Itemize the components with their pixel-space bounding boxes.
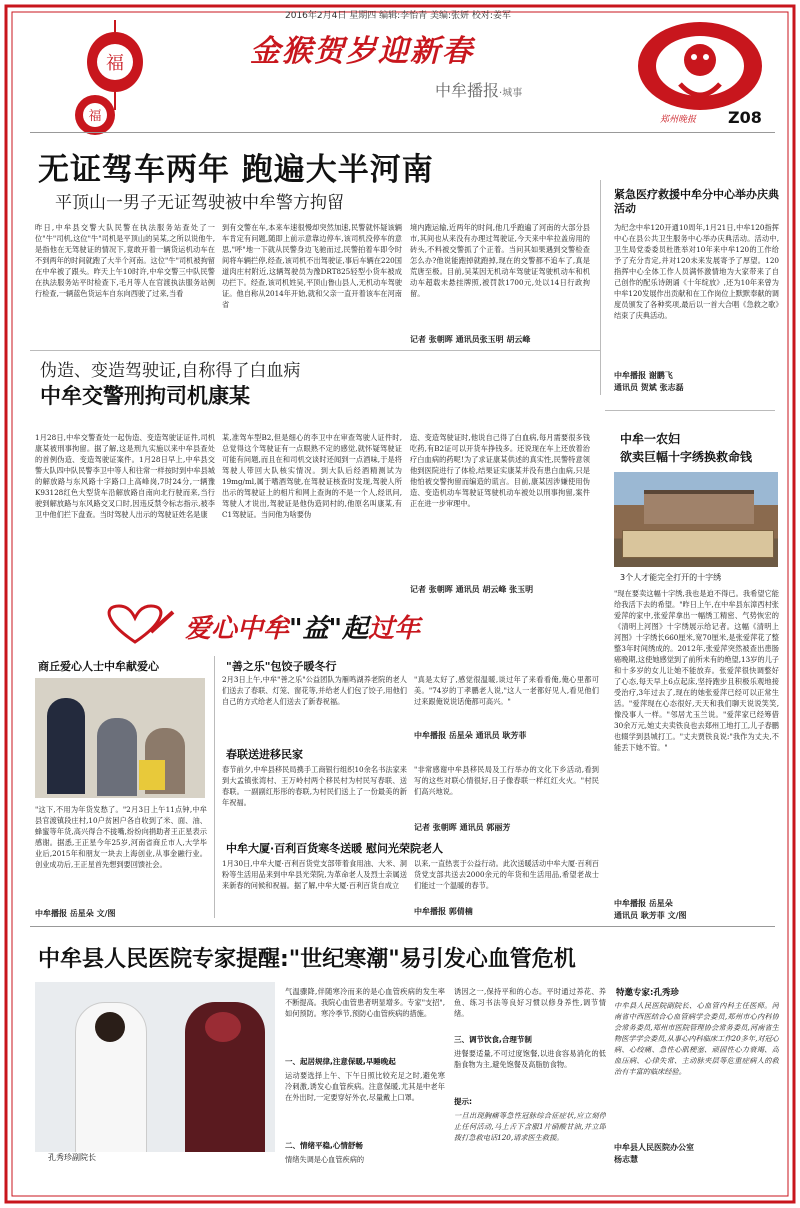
- story7-intro: 气温骤降,伴随寒冷而来的是心血管疾病的发生率不断提高。我院心血管患者明显增多。专家"支招",如何预防。寒冷季节,预防心血管疾病的措施。: [285, 987, 445, 1018]
- story3-body: "这下,不用为年货发愁了。"2月3日上午11点钟,中牟县官渡镇段庄村,10户贫困户各自收到了米、面、油、蜂蜜等年货,高兴得合不拢嘴,纷纷向捐助者王正星表示感谢。据悉,王正星今年25岁,河南省商丘市人,大学毕业后,2015年和朋友一块去上海创业,从事金融行业。创业成功后,王正星首先想到要回馈社会。: [35, 805, 207, 869]
- lead-column-3: 境内跑运输,近两年的时间,他几乎跑遍了河南的大部分县市,其间也从来没有办理过驾驶证,今天来中牟拉盖房用的砖头,不料被交警抓了个正着。当问其如果遇到交警检查怎么办?他说能跑掉就跑掉,现在的交警都不追车了,真是荒唐至极。目前,吴某因无机动车驾驶证驾驶机动车和机动车超载未悬挂牌照,被罚款1700元,处以14日行政拘留。: [410, 223, 590, 298]
- heart-brush-icon: [95, 602, 175, 648]
- svg-text:福: 福: [106, 53, 124, 74]
- doctor-caption: 孔秀珍副院长: [48, 1153, 96, 1162]
- lantern-icon: [60, 20, 170, 140]
- side2-headline-line2: 欲卖巨幅十字绣换救命钱: [620, 450, 753, 464]
- story7-byline-1: 中牟县人民医院办公室: [614, 1143, 694, 1152]
- lead-headline: 无证驾车两年 跑遍大半河南: [38, 152, 434, 188]
- side1-byline-2: 通讯员 贺斌 张志磊: [614, 383, 684, 392]
- story5-byline: 记者 张朝晖 通讯员 郭丽芳: [414, 823, 511, 832]
- section-name: [435, 78, 522, 101]
- story6-byline: 中牟播报 郭倩楠: [414, 907, 473, 916]
- story2-kicker: 伪造、变造驾驶证,自称得了白血病: [40, 361, 301, 381]
- side2-byline-2: 通讯员 耿芳菲 文/图: [614, 911, 687, 920]
- side2-byline-1: 中牟播报 岳星朵: [614, 899, 673, 908]
- story7-point-2-text: 情绪失调是心血管疾病的: [285, 1155, 365, 1164]
- story4-column-2: "真是太好了,感觉很温暖,谈过年了来看看俺,俺心里都可美。"74岁的丁孝鹏老人说,"这人一老都好见人,看见他们过来跟俺说说话俺都可高兴。": [414, 675, 599, 706]
- story3-byline: 中牟播报 岳星朵 文/图: [35, 909, 116, 918]
- side2-body: "现在要卖这幅十字绣,我也是迫不得已。我希望它能给我活下去的希望。"昨日上午,在中牟县东漳西村张爱萍的家中,张爱萍拿出一幅绣工精密、气势恢宏的《清明上河图》十字绣展示给记者。这幅《清明上河图》十字绣长660厘米,宽70厘米,是张爱萍花了整整3年时间绣成的。2012年,张爱萍突然被查出患肠癌晚期,这使她感觉到了前所未有的绝望,13岁的儿子和十多岁的女儿让她不能放弃。张爱萍很快调整好了心态,每天早上6点起床,坚持跑步且积极乐观地接受治疗,3年过去了,现在的她张爱萍已经可以正常生活。"爱萍现在心态很好,天天和我们聊天说说笑笑,像没事人一样。"邻居尤玉兰说。"爱萍家已经筹借30余万元,她丈夫卖铁良也去郑州工地打工,儿子春鹏也辍学到县城打工。"丈夫贾铁良说:"我作为丈夫,不能丢下她不管。": [614, 589, 779, 752]
- story5-headline: 春联送进移民家: [226, 748, 303, 761]
- lead-subheadline: 平顶山一男子无证驾驶被中牟警方拘留: [55, 193, 344, 213]
- banner-part-1: 爱心中牟: [185, 614, 290, 644]
- story6-column-2: 以来,一直热衷于公益行动。此次送暖活动中牟大厦·百利百货党支部共送去2000余元的年货和生活用品,希望老战士们能过一个温暖的春节。: [414, 859, 599, 890]
- lead-column-1: 昨日,中牟县交警大队民警在执法服务站查处了一位"牛"司机,这位"牛"司机是平顶山的吴某,之所以说他牛,是指他在无驾驶证的情况下,竟敢开着一辆货运机动车在不到两年的时间就跑了大半个河南。这位"牛"司机被拘留在中牟被了跟头。昨天上午10时许,中牟交警三中队民警在执法服务站平时检查下,毛月等人在官渡执法服务站例行检查,一辆蓝色货运车自东向西驶了过来,当看: [35, 223, 215, 298]
- story4-headline: "善之乐"包饺子暖冬行: [226, 660, 337, 673]
- lead-column-2: 到有交警在车,本来车速很慢却突然加速,民警就怀疑该辆车肯定有问题,随即上前示意靠边停车,该司机没停车的意思,"呼"地一下就从民警身边飞驰而过,民警拍着车即令时间将车辆拦停,经查,该司机不出驾驶证,事后车辆在220国道肉庄村附近,这辆驾驶员为豫DRT825轻型小货车被成功拦下。经查,该司机姓吴,平顶山鲁山县人,无机动车驾驶证。他自称从2014年开始,就和父亲一直开着该车在河南省: [222, 223, 402, 309]
- story2-headline: 中牟交警刑拘司机康某: [40, 384, 250, 408]
- lead-byline: 记者 张朝晖 通讯员张玉明 胡云峰: [410, 335, 531, 344]
- story5-column-1: 春节前夕,中牟县移民局携手工商银行组织10余名书法家来到大孟镇张湾村、王万岭村两个移民村为村民写春联、送春联。一副副红彤彤的春联,为村民们送上了一份最美的新年祝福。: [222, 765, 407, 807]
- story5-column-2: "非常感谢中牟县移民局及工行举办的文化下乡活动,看到写的这些对联心情很好,日子像春联一样红红火火。"村民们高兴地说。: [414, 765, 599, 796]
- section-label: 中牟播报: [435, 81, 500, 100]
- cross-stitch-photo: [614, 472, 778, 567]
- story7-point-1: 一、起居规律,注意保暖,早睡晚起: [285, 1057, 396, 1066]
- story7-point-3: 三、调节饮食,合理节制: [454, 1035, 532, 1044]
- story6-headline: 中牟大厦·百利百货寒冬送暖 慰问光荣院老人: [226, 842, 444, 855]
- story7-tip-text: 一旦出现胸痛等急性冠脉综合征症状,应立刻停止任何活动,马上舌下含服1片硝酸甘油,并立即拨打急救电话120,请求医生救援。: [454, 1111, 606, 1142]
- story7-byline-2: 杨志慧: [614, 1155, 638, 1164]
- section-sublabel: ·城事: [499, 88, 523, 99]
- story4-column-1: 2月3日上午,中牟"善之乐"公益团队为雁鸣湖养老院的老人们送去了春联、灯笼、窗花等,并给老人们包了饺子,用他们自己的方式给老人们送去了新春祝福。: [222, 675, 407, 706]
- seal-mark: 郑州晚报: [660, 115, 697, 125]
- donation-photo: [35, 678, 205, 798]
- story2-column-3: 造、变造驾驶证时,他说自己得了白血病,每月需要很多钱吃药,有B2证可以开货车挣钱多。还说现在车上还放着治疗白血病的药呢!为了求证康某供述的真实性,民警特意领他到医院进行了体检,结果证实康某并没有患白血病,只是他怕被交警拘留而编造的谎言。目前,康某因涉嫌使用伪造、变造机动车驾驶证驾驶机动车被处以刑事拘留,案件正在进一步审理中。: [410, 433, 590, 508]
- story7-headline: 中牟县人民医院专家提醒:"世纪寒潮"易引发心血管危机: [38, 947, 576, 972]
- side1-headline: 紧急医疗救援中牟分中心举办庆典活动: [614, 188, 779, 215]
- story7-point-1-text: 运动要选择上午、下午日照比较充足之时,避免寒冷刺激,诱发心血管疾病。注意保暖,尤其是中老年在外出时,一定要穿好外衣,尽量戴上口罩。: [285, 1071, 445, 1102]
- story7-tip-heading: 提示:: [454, 1097, 472, 1106]
- story6-column-1: 1月30日,中牟大厦·百利百货党支部带着食用油、大米、洞粉等生活用品来到中牟县光荣院,为革命老人及烈士亲属送来新春的问候和祝福。据了解,中牟大厦·百利百货自成立: [222, 859, 407, 890]
- expert-heading: 特邀专家:孔秀珍: [616, 988, 679, 998]
- story7-column-2: 诱因之一,保持平和的心态。平时通过养花、养鱼、练习书法等良好习惯以修身养性,调节情绪。: [454, 987, 606, 1018]
- banner-part-2: "益": [289, 614, 343, 644]
- story2-column-2: 某,准驾车型B2,但是细心的李卫中在审查驾驶人证件时,总觉得这个驾驶证有一点眼熟不定的感觉,就怀疑驾驶证可能有问题,而且在和司机交谈时还闻到一点酒味,于是将驾驶人带回大队核实情况。到大队后经酒精测试为19mg/ml,属于嗜酒驾驶,在驾驶证核查时发现,驾驶人所出示的驾驶证上的相片和网上查询的不是一个人,经讯问,驾驶人才说出,驾驶证是他伪造同村的,他原名叫康某,有C1驾驶证。当问他为啥要伪: [222, 433, 402, 519]
- story2-byline: 记者 张朝晖 通讯员 胡云峰 张玉明: [410, 585, 534, 594]
- side2-headline-line1: 中牟一农妇: [620, 432, 681, 446]
- banner-part-3: 起: [342, 614, 369, 644]
- masthead-dateline: 2016年2月4日 星期四 编辑:李怡青 美编:张妍 校对:姜军: [285, 11, 511, 21]
- story4-byline: 中牟播报 岳星朵 通讯员 耿芳菲: [414, 731, 527, 740]
- monkey-papercut-icon: [610, 16, 790, 136]
- page-number: Z08: [728, 108, 762, 127]
- section-banner: [185, 608, 420, 645]
- story3-headline: 商丘爱心人士中牟献爱心: [38, 660, 159, 673]
- side1-byline-1: 中牟播报 谢鹏飞: [614, 371, 673, 380]
- story7-point-2: 二、情绪平稳,心情舒畅: [285, 1141, 363, 1150]
- svg-text:福: 福: [88, 109, 102, 124]
- banner-part-4: 过年: [368, 614, 421, 644]
- story2-column-1: 1月28日,中牟交警查处一起伪造、变造驾驶证证件,司机康某被刑事拘留。据了解,这是刑九实施以来中牟县查处的首例伪造、变造驾驶证案件。1月28日早上,中牟县交警大队四中队民警李卫中等人和往常一样按时到中牟县城的解放路与东风路十字路口上高峰岗,7时24分,一辆豫K93128红色大型货车沿解放路自南向北行驶而来,当行驶到解放路与东风路交叉口时,因违反禁令标志指示,被李卫中他们拦下盘查。当时驾驶人出示的驾驶证姓名是康: [35, 433, 215, 519]
- expert-bio: 中牟县人民医院副院长、心血管内科主任医师。河南省中西医结合心血管病学会委员,郑州市心内科协会常务委员,郑州市医院管理协会常务委员,河南省生物医学学会委员,从事心内科临床工作20多年,对冠心病、心绞痛、急性心肌梗塞、顽固性心力衰竭、高血压病、心律失常、主动脉夹层等危重症病人的救治有丰富的临床经验。: [614, 1001, 779, 1076]
- doctor-photo: [35, 982, 275, 1152]
- story7-point-3-text: 进餐要适量,不可过度饱餐,以进食容易消化的低脂食物为主,避免饱餐及高脂肪食物。: [454, 1049, 606, 1069]
- side1-body: 为纪念中牟120开通10周年,1月21日,中牟120指挥中心在县公共卫生服务中心举办庆典活动。活动中,卫生局党委委员杜胜举对10年来中牟120的工作给予了充分肯定,并对120未来发展寄予了厚望。120指挥中心全体工作人员满怀激情地为大家带来了自己创作的配乐诗朗诵《十年绽放》,还为10年来曾为中牟120发展作出贡献和在工作岗位上默默奉献的调度员颁发了各种奖项,最后以一首大合唱《急救之歌》结束了庆典活动。: [614, 223, 779, 320]
- masthead-banner: 金猴贺岁迎新春: [250, 34, 474, 69]
- side2-caption: 3个人才能完全打开的十字绣: [620, 573, 722, 582]
